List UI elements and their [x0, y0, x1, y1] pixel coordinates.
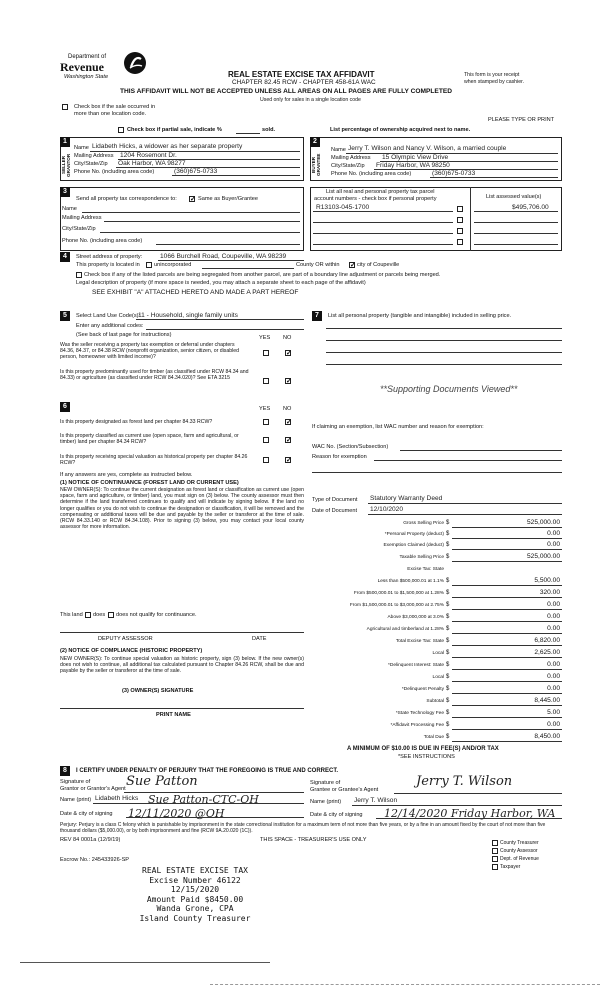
tax-dollar: $: [446, 554, 450, 560]
s5-q1-yes[interactable]: [263, 350, 269, 356]
exhibit-text: SEE EXHIBIT "A" ATTACHED HERETO AND MADE A PART HEREOF: [92, 289, 299, 296]
segregated-label: Check box if any of the listed parcels are being segregated from another parcel, are part of a boundary line adjustment or parcels being merged.: [84, 272, 441, 278]
s6-q3: Is this property receiving special valuation as historical property per chapter 84.26 RCW?: [60, 454, 248, 467]
does-checkbox[interactable]: [85, 612, 91, 618]
page-bottom-edge: [210, 984, 600, 985]
grantor-sig-label-1: Signature of: [60, 779, 91, 785]
grantor-date-label: Date & city of signing: [60, 811, 113, 817]
copy-taxpayer-checkbox[interactable]: [492, 864, 498, 870]
form-chapter: CHAPTER 82.45 RCW - CHAPTER 458-61A WAC: [232, 79, 376, 86]
unincorporated-checkbox[interactable]: [146, 262, 152, 268]
s5-q2-yes[interactable]: [263, 378, 269, 384]
tax-row-label: Above $3,000,000 at 3.0%: [387, 615, 444, 620]
s5-q1-no[interactable]: [285, 350, 291, 356]
copy-assessor-label: County Assessor: [500, 848, 538, 854]
wac-label: WAC No. (Section/Subsection): [312, 444, 389, 450]
multi-location-label-2: more than one location code.: [74, 111, 147, 117]
does-label: does: [93, 612, 106, 618]
buyer-address-label: Mailing Address: [331, 155, 371, 161]
receipt-line-6: Island County Treasurer: [139, 913, 251, 923]
doc-type-label: Type of Document: [312, 497, 358, 503]
doc-date-value[interactable]: 12/10/2020: [370, 506, 404, 513]
seller-phone-value[interactable]: (360)675-0733: [174, 167, 218, 175]
tax-row-label: Local: [432, 651, 444, 656]
tax-dollar: $: [446, 542, 450, 548]
multi-location-checkbox[interactable]: [62, 104, 68, 110]
s6-q2: Is this property classified as current use (open space, farm and agricultural, or timber) land per chapter 84.34 RCW?: [60, 433, 239, 446]
buyer-side-label: BUYER GRANTEE: [311, 153, 321, 177]
ownership-label: List percentage of ownership acquired next to name.: [330, 127, 471, 133]
type-or-print: PLEASE TYPE OR PRINT: [488, 117, 555, 123]
tax-row-label: Local: [432, 675, 444, 680]
s5-no-header: NO: [283, 335, 292, 341]
s6-q3-no[interactable]: [285, 457, 291, 463]
tax-row-value[interactable]: 2,625.00: [534, 649, 560, 656]
tax-dollar: $: [446, 674, 450, 680]
receipt-note-2: when stamped by cashier.: [464, 79, 524, 85]
parcel-pp-checkbox-2[interactable]: [457, 217, 463, 223]
receipt-line-5: Wanda Grone, CPA: [156, 904, 234, 914]
s5-q2: Is this property predominantly used for timber (as classified under RCW 84.34 and 84.33) or agriculture (as classified under RCW 84.34.020)? See ETA 3215: [60, 369, 249, 382]
street-label: Street address of property:: [76, 254, 143, 260]
land-use-value[interactable]: 11 - Household, single family units: [138, 311, 238, 319]
tax-row-label: Exemption Claimed (deduct): [383, 543, 444, 548]
copy-treasurer-checkbox[interactable]: [492, 840, 498, 846]
sold-label: sold.: [262, 127, 276, 133]
tax-row-label: *Affidavit Processing Fee: [390, 723, 444, 728]
perjury-text: Perjury: Perjury is a class C felony which is punishable by imprisonment in the state correctional institution for a maximum term of not more than five years, or by a fine in an amount fixed by the court of not more than five thousand dollars ($5,000.00), or by both imprisonment and fine (RCW 9A.20.020 (1C)).: [60, 822, 546, 834]
does-not-checkbox[interactable]: [108, 612, 114, 618]
exemption-label: If claiming an exemption, list WAC number and reason for exemption:: [312, 424, 484, 430]
buyer-address-value[interactable]: 15 Olympic View Drive: [382, 153, 449, 161]
owner-signature-label: (3) OWNER(S) SIGNATURE: [122, 688, 194, 694]
copy-dor-label: Dept. of Revenue: [500, 856, 539, 862]
seller-name-label: Name: [74, 145, 89, 151]
copy-assessor-checkbox[interactable]: [492, 848, 498, 854]
tax-dollar: $: [446, 531, 450, 537]
tax-dollar: $: [446, 614, 450, 620]
buyer-phone-value[interactable]: (360)675-0733: [432, 169, 476, 177]
section-3-number: 3: [60, 187, 70, 197]
unincorporated-label: unincorporated: [154, 262, 192, 268]
tax-row-label: Agricultural and timberland at 1.28%: [366, 627, 444, 632]
single-location: Used only for sales in a single location code: [260, 97, 361, 103]
supporting-docs-stamp: **Supporting Documents Viewed**: [380, 384, 518, 394]
receipt-line-4: Amount Paid $8450.00: [146, 894, 244, 904]
tax-row-label: *Delinquent Interest: State: [388, 663, 444, 668]
dept-state: Washington State: [64, 74, 109, 80]
seller-side-label: SELLER GRANTOR: [61, 153, 71, 177]
page-footer-rule: [20, 962, 270, 963]
tax-row-value[interactable]: 8,450.00: [534, 733, 560, 740]
tax-row-value[interactable]: 8,445.00: [534, 697, 560, 704]
tax-row-value[interactable]: 525,000.00: [526, 553, 560, 560]
tax-dollar: $: [446, 602, 450, 608]
tax-row-value[interactable]: 0.00: [547, 721, 560, 728]
copy-treasurer-label: County Treasurer: [500, 840, 539, 846]
assessed-value[interactable]: $495,706.00: [512, 204, 549, 211]
parcel-pp-checkbox-1[interactable]: [457, 206, 463, 212]
s5-yes-header: YES: [259, 335, 271, 341]
corr-phone-label: Phone No. (including area code): [62, 238, 143, 244]
s6-q1: Is this property designated as forest land per chapter 84.33 RCW?: [60, 419, 213, 425]
form-warning: THIS AFFIDAVIT WILL NOT BE ACCEPTED UNLESS ALL AREAS ON ALL PAGES ARE FULLY COMPLETED: [120, 88, 453, 95]
copy-taxpayer-label: Taxpayer: [500, 864, 521, 870]
seller-address-value[interactable]: 1204 Rosemont Dr.: [120, 151, 177, 159]
tax-row-label: Total Excise Tax: State: [395, 639, 444, 644]
grantor-name-handwritten[interactable]: Sue Patton-CTC-OH: [148, 793, 259, 806]
if-yes-text: If any answers are yes, complete as instructed below.: [60, 472, 193, 478]
corr-address-label: Mailing Address: [62, 215, 102, 221]
land-use-label: Select Land Use Code(s):: [76, 313, 141, 319]
seller-name-value[interactable]: Lidabeth Hicks, a widower as her separate property: [92, 143, 243, 150]
tax-row-value[interactable]: 525,000.00: [526, 519, 560, 526]
certify-text: I CERTIFY UNDER PENALTY OF PERJURY THAT THE FOREGOING IS TRUE AND CORRECT.: [76, 768, 339, 774]
grantee-name-value[interactable]: Jerry T. Wilson: [354, 797, 398, 804]
notice1-title: (1) NOTICE OF CONTINUANCE (FOREST LAND OR CURRENT USE): [60, 480, 239, 486]
reason-label: Reason for exemption: [312, 454, 367, 460]
notice1-text: NEW OWNER(S): To continue the current designation as forest land or classification as current use (open space, farm and agriculture, or timber) land, you must sign on (3) below. The county assessor must then determine if the land transferred continues to qualify and will indicate by signing below. If the land no longer qualifies or you do not wish to continue the designation or classification, it will be removed and the compensating or additional taxes will be due and payable by the seller or transferor at the time of sale. (RCW 84.33.140 or RCW 84.34.108). Prior to signing (3) below, you may contact your local county assessor for more information.: [60, 487, 304, 531]
tax-row-value[interactable]: 0.00: [547, 601, 560, 608]
tax-row-label: Total Due: [423, 735, 444, 740]
tax-row-label: Gross Selling Price: [403, 521, 444, 526]
seller-city-value[interactable]: Oak Harbor, WA 98277: [118, 159, 186, 167]
notice2-text: NEW OWNER(S): To continue special valuation as historic property, sign (3) below. If the new owner(s) does not wish to continue, all additional tax calculated pursuant to Chapter 84.26 RCW, shall be due and payable by the seller or transferor at the time of sale.: [60, 656, 304, 675]
tax-dollar: $: [446, 650, 450, 656]
grantor-date-value[interactable]: 12/11/2020 @OH: [128, 807, 225, 820]
tax-row-value[interactable]: 0.00: [547, 661, 560, 668]
seller-phone-label: Phone No. (including area code): [74, 169, 155, 175]
section-2-number: 2: [310, 137, 320, 147]
tax-row-label: Excise Tax: State: [407, 567, 444, 572]
same-as-buyer-checkbox[interactable]: [189, 196, 195, 202]
s6-q3-yes[interactable]: [263, 457, 269, 463]
section-6-number: 6: [60, 402, 70, 412]
grantee-date-value[interactable]: 12/14/2020 Friday Harbor, WA: [384, 807, 556, 820]
correspondence-label: Send all property tax correspondence to:: [76, 196, 177, 202]
parcels-header-2: account numbers - check box if personal property: [314, 196, 437, 202]
grantor-sig-label-2: Grantor or Grantor's Agent: [60, 786, 126, 792]
parcel-number[interactable]: R13103-045-1700: [316, 204, 370, 211]
assessed-header: List assessed value(s): [486, 194, 542, 200]
print-name-label: PRINT NAME: [156, 712, 191, 718]
grantee-name-label: Name (print): [310, 799, 342, 805]
parcel-pp-checkbox-3[interactable]: [457, 228, 463, 234]
dept-revenue: Revenue: [60, 60, 104, 74]
tax-dollar: $: [446, 638, 450, 644]
grantor-name-value[interactable]: Lidabeth Hicks: [95, 795, 139, 802]
escrow-number: Escrow No.: 245433926-SP: [60, 857, 130, 863]
multi-location-label-1: Check box if the sale occurred in: [74, 104, 156, 110]
additional-codes-label: Enter any additional codes:: [76, 323, 144, 329]
buyer-city-value[interactable]: Friday Harbor, WA 98250: [376, 161, 450, 169]
tax-row-label: *Delinquent Penalty: [401, 687, 444, 692]
seller-city-label: City/State/Zip: [74, 161, 108, 167]
section-7-number: 7: [312, 311, 322, 321]
legal-label: Legal description of property (if more space is needed, you may attach a separate sheet to each page of the affidavit): [76, 280, 366, 286]
grantor-name-label: Name (print): [60, 797, 92, 803]
tax-row-label: From $1,500,000.01 to $3,000,000 at 2.75%: [349, 603, 444, 608]
grantee-signature[interactable]: Jerry T. Wilson: [416, 774, 513, 789]
copy-dor-checkbox[interactable]: [492, 856, 498, 862]
does-not-label: does not qualify for continuance.: [116, 612, 197, 618]
grantor-signature[interactable]: Sue Patton: [126, 774, 198, 789]
tax-dollar: $: [446, 722, 450, 728]
tax-row-label: Less than $500,000.01 at 1.1%: [377, 579, 444, 584]
date-label: DATE: [252, 636, 267, 642]
see-back-label: (See back of last page for instructions): [76, 332, 172, 338]
tax-dollar: $: [446, 578, 450, 584]
rev-number: REV 84 0001a (12/9/19): [60, 837, 121, 843]
tax-dollar: $: [446, 590, 450, 596]
buyer-name-label: Name: [331, 147, 346, 153]
partial-sale-label: Check box if partial sale, indicate %: [127, 127, 222, 133]
receipt-note-1: This form is your receipt: [464, 72, 520, 78]
tax-row-value[interactable]: 5,500.00: [534, 577, 560, 584]
same-as-buyer-label: Same as Buyer/Grantee: [198, 196, 259, 202]
corr-name-label: Name: [62, 206, 77, 212]
city-of-checkbox[interactable]: [349, 262, 355, 268]
section-4-number: 4: [60, 252, 70, 262]
tax-row-label: *Personal Property (deduct): [384, 532, 444, 537]
parcels-header-1: List all real and personal property tax parcel: [326, 189, 435, 195]
s5-q1: Was the seller receiving a property tax exemption or deferral under chapters 84.36, 84.37, or 84.38 RCW (nonprofit organization, senior citizen, or disabled person, homeowner with limited income)?: [60, 342, 240, 361]
dept-of: Department of: [68, 54, 107, 60]
receipt-line-2: Excise Number 46122: [149, 875, 241, 885]
buyer-phone-label: Phone No. (including area code): [331, 171, 412, 177]
grantee-sig-label-2: Grantee or Grantee's Agent: [310, 787, 379, 793]
tax-row-label: Subtotal: [426, 699, 444, 704]
s6-q1-no[interactable]: [285, 419, 291, 425]
city-of-label: city of Coupeville: [357, 262, 400, 268]
buyer-name-value[interactable]: Jerry T. Wilson and Nancy V. Wilson, a married couple: [348, 145, 507, 152]
tax-dollar: $: [446, 686, 450, 692]
minimum-fee-note: A MINIMUM OF $10.00 IS DUE IN FEE(S) AND/OR TAX: [347, 746, 499, 752]
tax-row-label: *State Technology Fee: [395, 711, 444, 716]
tax-row-value[interactable]: 0.00: [547, 685, 560, 692]
tax-row-value[interactable]: 0.00: [547, 625, 560, 632]
tax-dollar: $: [446, 520, 450, 526]
treasurer-receipt: [130, 866, 260, 924]
parcel-pp-checkbox-4[interactable]: [457, 239, 463, 245]
buyer-city-label: City/State/Zip: [331, 163, 365, 169]
deputy-assessor-label: DEPUTY ASSESSOR: [98, 636, 153, 642]
partial-sale-checkbox[interactable]: [118, 127, 124, 133]
tax-dollar: $: [446, 698, 450, 704]
seller-address-label: Mailing Address: [74, 153, 114, 159]
corr-city-label: City/State/Zip: [62, 226, 96, 232]
segregated-checkbox[interactable]: [76, 272, 82, 278]
form-title: REAL ESTATE EXCISE TAX AFFIDAVIT: [228, 70, 375, 79]
notice2-title: (2) NOTICE OF COMPLIANCE (HISTORIC PROPERTY): [60, 648, 203, 654]
treasurer-only: THIS SPACE - TREASURER'S USE ONLY: [260, 837, 367, 843]
doc-date-label: Date of Document: [312, 508, 358, 514]
see-instructions-note: *SEE INSTRUCTIONS: [398, 754, 455, 760]
s6-q2-yes[interactable]: [263, 437, 269, 443]
tax-dollar: $: [446, 662, 450, 668]
section-1-number: 1: [60, 137, 70, 147]
grantee-date-label: Date & city of signing: [310, 812, 363, 818]
tax-row-label: Taxable Selling Price: [399, 555, 444, 560]
dor-logo-icon: [122, 50, 148, 76]
personal-property-label: List all personal property (tangible and intangible) included in selling price.: [328, 313, 512, 319]
tax-row-value[interactable]: 320.00: [539, 589, 560, 596]
dor-logo: [60, 44, 150, 84]
tax-dollar: $: [446, 734, 450, 740]
tax-row-value[interactable]: 0.00: [547, 613, 560, 620]
tax-dollar: $: [446, 710, 450, 716]
land-qualify-label: This land: [60, 612, 83, 618]
grantee-sig-label-1: Signature of: [310, 780, 341, 786]
tax-row-value[interactable]: 5.00: [547, 709, 560, 716]
tax-row-value[interactable]: 0.00: [547, 541, 560, 548]
located-label: This property is located in: [76, 262, 140, 268]
tax-row-value[interactable]: 6,820.00: [534, 637, 560, 644]
section-5-number: 5: [60, 311, 70, 321]
s6-q2-no[interactable]: [285, 437, 291, 443]
section-8-number: 8: [60, 766, 70, 776]
tax-row-value[interactable]: 0.00: [547, 530, 560, 537]
s6-no-header: NO: [283, 406, 292, 412]
street-value[interactable]: 1066 Burchell Road, Coupeville, WA 98239: [160, 252, 287, 260]
tax-dollar: $: [446, 626, 450, 632]
doc-type-value[interactable]: Statutory Warranty Deed: [370, 495, 443, 502]
s5-q2-no[interactable]: [285, 378, 291, 384]
s6-q1-yes[interactable]: [263, 419, 269, 425]
tax-row-label: From $500,000.01 to $1,500,000 at 1.28%: [353, 591, 444, 596]
receipt-line-3: 12/15/2020: [170, 885, 220, 895]
tax-row-value[interactable]: 0.00: [547, 673, 560, 680]
county-label: County OR within: [296, 262, 340, 268]
s6-yes-header: YES: [259, 406, 271, 412]
receipt-line-1: REAL ESTATE EXCISE TAX: [142, 866, 248, 875]
